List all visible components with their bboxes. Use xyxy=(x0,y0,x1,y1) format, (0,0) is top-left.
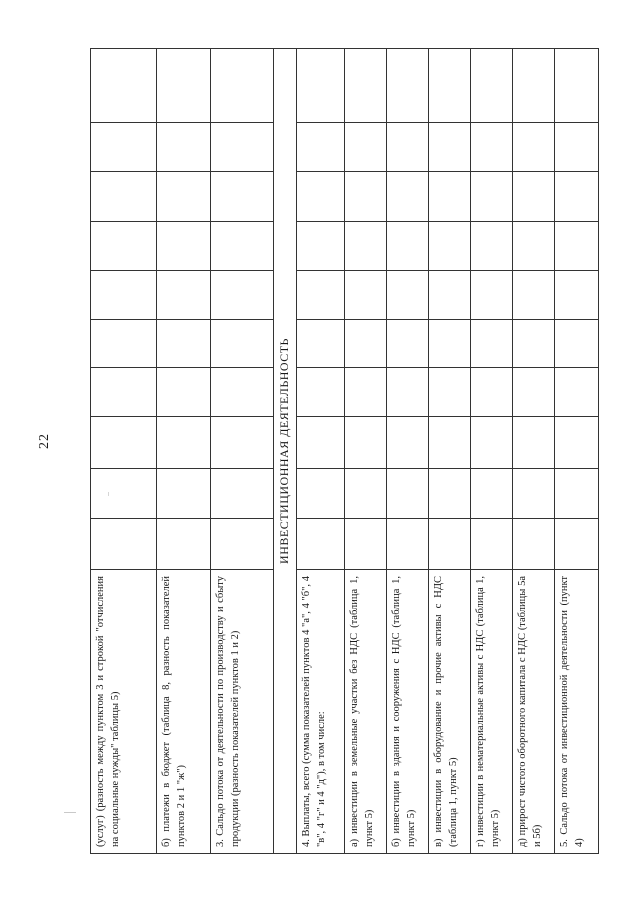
table-cell xyxy=(345,368,387,417)
table-cell xyxy=(211,417,274,469)
table-cell xyxy=(429,368,471,417)
table-cell xyxy=(555,469,599,519)
row-label: в) инвестиции в оборудование и прочие активы с НДС (таблица 1, пункт 5) xyxy=(429,570,471,854)
table-cell xyxy=(211,469,274,519)
table-cell xyxy=(513,271,555,320)
table-cell xyxy=(555,417,599,469)
table-row xyxy=(211,49,274,854)
table-cell xyxy=(471,417,513,469)
row-label: г) инвестиции в нематериальные активы с НДС (таблица 1, пункт 5) xyxy=(471,570,513,854)
table-cell xyxy=(345,222,387,271)
table-cell xyxy=(297,172,345,222)
table-row xyxy=(91,49,157,854)
table-cell xyxy=(91,320,157,368)
table-cell xyxy=(471,320,513,368)
rotated-table-container xyxy=(90,49,585,854)
table-row xyxy=(387,49,429,854)
table-row xyxy=(555,49,599,854)
table-cell xyxy=(157,172,211,222)
table-cell xyxy=(387,222,429,271)
table-cell xyxy=(513,368,555,417)
table-cell xyxy=(429,417,471,469)
table-cell xyxy=(157,417,211,469)
table-cell xyxy=(387,469,429,519)
table-cell xyxy=(429,172,471,222)
table-cell xyxy=(513,469,555,519)
table-cell xyxy=(429,222,471,271)
table-cell xyxy=(387,519,429,570)
table-cell xyxy=(429,320,471,368)
table-cell xyxy=(555,519,599,570)
table-cell xyxy=(91,368,157,417)
row-label: 5. Сальдо потока от инвестиционной деятельности (пункт 4) xyxy=(555,570,599,854)
table-cell xyxy=(555,123,599,172)
table-cell xyxy=(297,320,345,368)
row-label: (услуг) (разность между пунктом 3 и строкой "отчисления на социальные нужды" таблицы 5) xyxy=(91,570,157,854)
table-cell xyxy=(297,222,345,271)
table-cell xyxy=(211,123,274,172)
table-row xyxy=(513,49,555,854)
table-cell xyxy=(91,519,157,570)
section-title: ИНВЕСТИЦИОННАЯ ДЕЯТЕЛЬНОСТЬ xyxy=(274,49,297,854)
table-cell xyxy=(387,49,429,123)
table-cell xyxy=(91,172,157,222)
table-cell xyxy=(91,123,157,172)
row-label: б) инвестиции в здания и сооружения с НДС (таблица 1, пункт 5) xyxy=(387,570,429,854)
table-cell xyxy=(211,49,274,123)
table-cell xyxy=(157,519,211,570)
table-cell xyxy=(157,123,211,172)
table-row xyxy=(345,49,387,854)
table-cell xyxy=(211,519,274,570)
row-label: 4. Выплаты, всего (сумма показателей пунктов 4 "а", 4 "б", 4 "в", 4 "г" и 4 "д"), в том числе: xyxy=(297,570,345,854)
page-number: 22 xyxy=(37,433,52,449)
table-cell xyxy=(91,469,157,519)
table-cell xyxy=(157,368,211,417)
table-cell xyxy=(157,320,211,368)
row-label: д) прирост чистого оборотного капитала с НДС (таблицы 5а и 5б) xyxy=(513,570,555,854)
table-cell xyxy=(91,271,157,320)
table-cell xyxy=(471,49,513,123)
row-label: 3. Сальдо потока от деятельности по производству и сбыту продукции (разность показателей пунктов 1 и 2) xyxy=(211,570,274,854)
table-cell xyxy=(429,49,471,123)
cash-flow-table xyxy=(90,48,599,854)
table-cell xyxy=(513,519,555,570)
table-cell xyxy=(345,172,387,222)
table-cell xyxy=(345,271,387,320)
table-cell xyxy=(387,320,429,368)
table-cell xyxy=(297,417,345,469)
table-cell xyxy=(471,368,513,417)
table-row xyxy=(297,49,345,854)
table-cell xyxy=(211,172,274,222)
table-cell xyxy=(387,271,429,320)
table-cell xyxy=(555,222,599,271)
scan-artifact xyxy=(64,812,76,813)
section-row xyxy=(274,49,297,854)
table-cell xyxy=(345,469,387,519)
table-cell xyxy=(429,519,471,570)
table-cell xyxy=(471,469,513,519)
table-cell xyxy=(471,519,513,570)
table-cell xyxy=(429,123,471,172)
table-cell xyxy=(555,368,599,417)
table-cell xyxy=(345,49,387,123)
table-cell xyxy=(513,49,555,123)
table-cell xyxy=(345,417,387,469)
row-label: а) инвестиции в земельные участки без НДС (таблица 1, пункт 5) xyxy=(345,570,387,854)
table-cell xyxy=(513,172,555,222)
table-cell xyxy=(429,469,471,519)
table-cell xyxy=(211,271,274,320)
table-cell xyxy=(513,417,555,469)
table-cell xyxy=(471,222,513,271)
table-cell xyxy=(471,271,513,320)
table-cell xyxy=(513,222,555,271)
table-row xyxy=(471,49,513,854)
table-row xyxy=(157,49,211,854)
table-cell xyxy=(345,519,387,570)
table-cell xyxy=(211,368,274,417)
table-cell xyxy=(297,519,345,570)
table-cell xyxy=(345,123,387,172)
table-cell xyxy=(387,417,429,469)
table-cell xyxy=(297,469,345,519)
table-cell xyxy=(91,49,157,123)
table-cell xyxy=(91,222,157,271)
table-cell xyxy=(211,222,274,271)
table-cell xyxy=(157,469,211,519)
table-cell xyxy=(513,123,555,172)
table-cell xyxy=(157,222,211,271)
table-cell xyxy=(387,368,429,417)
table-cell xyxy=(157,49,211,123)
table-cell xyxy=(555,320,599,368)
table-cell xyxy=(387,172,429,222)
table-cell xyxy=(297,123,345,172)
table-cell xyxy=(157,271,211,320)
table-cell xyxy=(297,271,345,320)
table-cell xyxy=(555,49,599,123)
table-cell xyxy=(387,123,429,172)
table-cell xyxy=(555,172,599,222)
table-row xyxy=(429,49,471,854)
table-cell xyxy=(91,417,157,469)
table-cell xyxy=(211,320,274,368)
table-cell xyxy=(555,271,599,320)
row-label: б) платежи в бюджет (таблица 8, разность показателей пунктов 2 и 1 "ж") xyxy=(157,570,211,854)
table-cell xyxy=(471,172,513,222)
table-cell xyxy=(429,271,471,320)
table-cell xyxy=(297,368,345,417)
table-cell xyxy=(513,320,555,368)
table-cell xyxy=(297,49,345,123)
table-cell xyxy=(345,320,387,368)
table-cell xyxy=(471,123,513,172)
